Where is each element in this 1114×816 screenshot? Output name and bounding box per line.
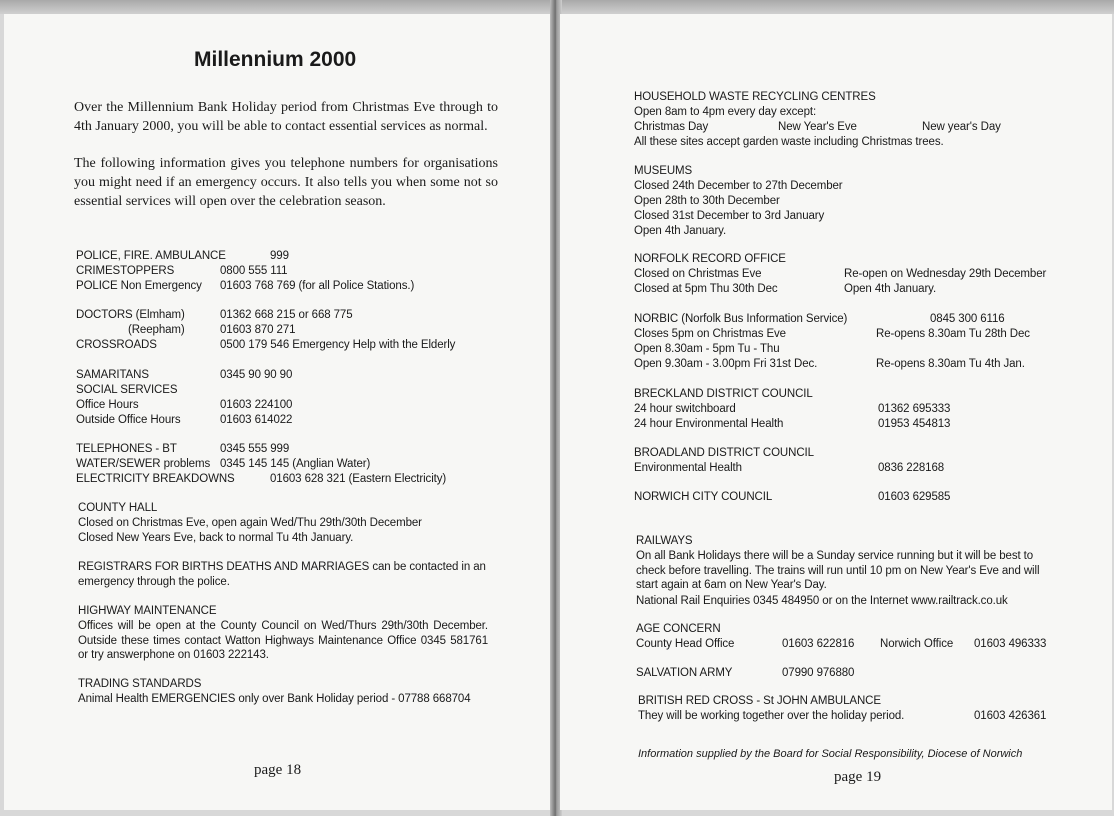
trading-standards-heading: TRADING STANDARDS bbox=[78, 678, 202, 690]
railways-text: On all Bank Holidays there will be a Sunday service running but it will be best to check before travelling. The trains will run until 10 pm on New Year's Eve and will start again at 6am on New Year's Day. bbox=[636, 550, 1040, 592]
office-hours-label: Office Hours bbox=[76, 399, 139, 411]
crimestoppers-label: CRIMESTOPPERS bbox=[76, 265, 175, 277]
waste-new-years-day: New year's Day bbox=[922, 121, 1001, 133]
record-office-left-1: Closed on Christmas Eve bbox=[634, 268, 762, 280]
right-page bbox=[560, 14, 1112, 810]
breckland-left-1: 24 hour switchboard bbox=[634, 403, 736, 415]
norbic-number: 0845 300 6116 bbox=[930, 313, 1005, 325]
museums-line-4: Open 4th January. bbox=[634, 225, 727, 237]
waste-heading: HOUSEHOLD WASTE RECYCLING CENTRES bbox=[634, 91, 876, 103]
railways-heading: RAILWAYS bbox=[636, 535, 693, 547]
age-concern-heading: AGE CONCERN bbox=[636, 623, 721, 635]
record-office-heading: NORFOLK RECORD OFFICE bbox=[634, 253, 786, 265]
water-sewer-label: WATER/SEWER problems bbox=[76, 458, 211, 470]
record-office-right-1: Re-open on Wednesday 29th December bbox=[844, 268, 1047, 280]
crossroads-label: CROSSROADS bbox=[76, 339, 157, 351]
social-services-label: SOCIAL SERVICES bbox=[76, 384, 178, 396]
salvation-army-label: SALVATION ARMY bbox=[636, 667, 733, 679]
broadland-heading: BROADLAND DISTRICT COUNCIL bbox=[634, 447, 814, 459]
red-cross-heading: BRITISH RED CROSS - St JOHN AMBULANCE bbox=[638, 695, 881, 707]
breckland-left-2: 24 hour Environmental Health bbox=[634, 418, 784, 430]
outside-hours-number: 01603 614022 bbox=[220, 414, 293, 426]
waste-line-3: All these sites accept garden waste including Christmas trees. bbox=[634, 136, 944, 148]
crossroads-number: 0500 179 546 Emergency Help with the Elderly bbox=[220, 339, 456, 351]
trading-standards-text: Animal Health EMERGENCIES only over Bank Holiday period - 07788 668704 bbox=[78, 693, 471, 705]
county-hall-line-2: Closed New Years Eve, back to normal Tu 4th January. bbox=[78, 532, 354, 544]
norbic-left-2: Open 8.30am - 5pm Tu - Thu bbox=[634, 343, 780, 355]
waste-line-1: Open 8am to 4pm every day except: bbox=[634, 106, 817, 118]
crimestoppers-number: 0800 555 111 bbox=[220, 265, 288, 277]
county-hall-heading: COUNTY HALL bbox=[78, 502, 158, 514]
record-office-left-2: Closed at 5pm Thu 30th Dec bbox=[634, 283, 778, 295]
telephones-number: 0345 555 999 bbox=[220, 443, 290, 455]
norbic-left-1: Closes 5pm on Christmas Eve bbox=[634, 328, 786, 340]
waste-new-years-eve: New Year's Eve bbox=[778, 121, 857, 133]
registrars-text: REGISTRARS FOR BIRTHS DEATHS AND MARRIAGES can be contacted in an emergency through the police. bbox=[78, 561, 486, 588]
norbic-right-3: Re-opens 8.30am Tu 4th Jan. bbox=[876, 358, 1025, 370]
credit-line: Information supplied by the Board for Social Responsibility, Diocese of Norwich bbox=[638, 748, 1023, 760]
breckland-right-2: 01953 454813 bbox=[878, 418, 951, 430]
intro-paragraph-2: The following information gives you telephone numbers for organisations you might need if an emergency occurs. It also tells you when some not so essential services will open over the celebration season. bbox=[74, 156, 498, 209]
norbic-heading: NORBIC (Norfolk Bus Information Service) bbox=[634, 313, 848, 325]
county-hall-line-1: Closed on Christmas Eve, open again Wed/Thu 29th/30th December bbox=[78, 517, 422, 529]
railways-enquiries: National Rail Enquiries 0345 484950 or on the Internet www.railtrack.co.uk bbox=[636, 595, 1008, 607]
doctors-reepham-label: (Reepham) bbox=[128, 324, 185, 336]
telephones-label: TELEPHONES - BT bbox=[76, 443, 177, 455]
office-hours-number: 01603 224100 bbox=[220, 399, 293, 411]
police-fire-number: 999 bbox=[270, 250, 289, 262]
highway-heading: HIGHWAY MAINTENANCE bbox=[78, 605, 217, 617]
samaritans-number: 0345 90 90 90 bbox=[220, 369, 293, 381]
doctors-reepham-number: 01603 870 271 bbox=[220, 324, 296, 336]
norbic-left-3: Open 9.30am - 3.00pm Fri 31st Dec. bbox=[634, 358, 818, 370]
museums-line-1: Closed 24th December to 27th December bbox=[634, 180, 843, 192]
water-sewer-number: 0345 145 145 (Anglian Water) bbox=[220, 458, 371, 470]
age-concern-head-office-number: 01603 622816 bbox=[782, 638, 855, 650]
record-office-right-2: Open 4th January. bbox=[844, 283, 937, 295]
norbic-right-1: Re-opens 8.30am Tu 28th Dec bbox=[876, 328, 1030, 340]
doctors-elmham-label: DOCTORS (Elmham) bbox=[76, 309, 185, 321]
breckland-heading: BRECKLAND DISTRICT COUNCIL bbox=[634, 388, 813, 400]
age-concern-norwich-office: Norwich Office bbox=[880, 638, 954, 650]
electricity-number: 01603 628 321 (Eastern Electricity) bbox=[270, 473, 447, 485]
red-cross-number: 01603 426361 bbox=[974, 710, 1047, 722]
page-title: Millennium 2000 bbox=[194, 48, 357, 71]
museums-heading: MUSEUMS bbox=[634, 165, 693, 177]
museums-line-2: Open 28th to 30th December bbox=[634, 195, 780, 207]
intro-paragraph-1: Over the Millennium Bank Holiday period from Christmas Eve through to 4th January 2000, you will be able to contact essential services as normal. bbox=[74, 100, 498, 134]
red-cross-text: They will be working together over the holiday period. bbox=[638, 710, 905, 722]
highway-text: Offices will be open at the County Council on Wed/Thurs 29th/30th December. Outside these times contact Watton Highways Maintenance Office 0345 581761 or try answerphone on 01603 222143. bbox=[78, 620, 488, 662]
page-number-left: page 18 bbox=[254, 762, 302, 778]
age-concern-head-office: County Head Office bbox=[636, 638, 735, 650]
police-non-emergency-number: 01603 768 769 (for all Police Stations.) bbox=[220, 280, 415, 292]
police-fire-label: POLICE, FIRE. AMBULANCE bbox=[76, 250, 226, 262]
electricity-label: ELECTRICITY BREAKDOWNS bbox=[76, 473, 235, 485]
broadland-right-1: 0836 228168 bbox=[878, 462, 945, 474]
broadland-left-1: Environmental Health bbox=[634, 462, 742, 474]
samaritans-label: SAMARITANS bbox=[76, 369, 149, 381]
left-page bbox=[4, 14, 552, 810]
waste-christmas-day: Christmas Day bbox=[634, 121, 709, 133]
outside-hours-label: Outside Office Hours bbox=[76, 414, 181, 426]
age-concern-norwich-office-number: 01603 496333 bbox=[974, 638, 1047, 650]
doctors-elmham-number: 01362 668 215 or 668 775 bbox=[220, 309, 353, 321]
salvation-army-number: 07990 976880 bbox=[782, 667, 855, 679]
norwich-council-label: NORWICH CITY COUNCIL bbox=[634, 491, 773, 503]
police-non-emergency-label: POLICE Non Emergency bbox=[76, 280, 202, 292]
museums-line-3: Closed 31st December to 3rd January bbox=[634, 210, 825, 222]
page-number-right: page 19 bbox=[834, 769, 882, 785]
breckland-right-1: 01362 695333 bbox=[878, 403, 951, 415]
norwich-council-number: 01603 629585 bbox=[878, 491, 951, 503]
